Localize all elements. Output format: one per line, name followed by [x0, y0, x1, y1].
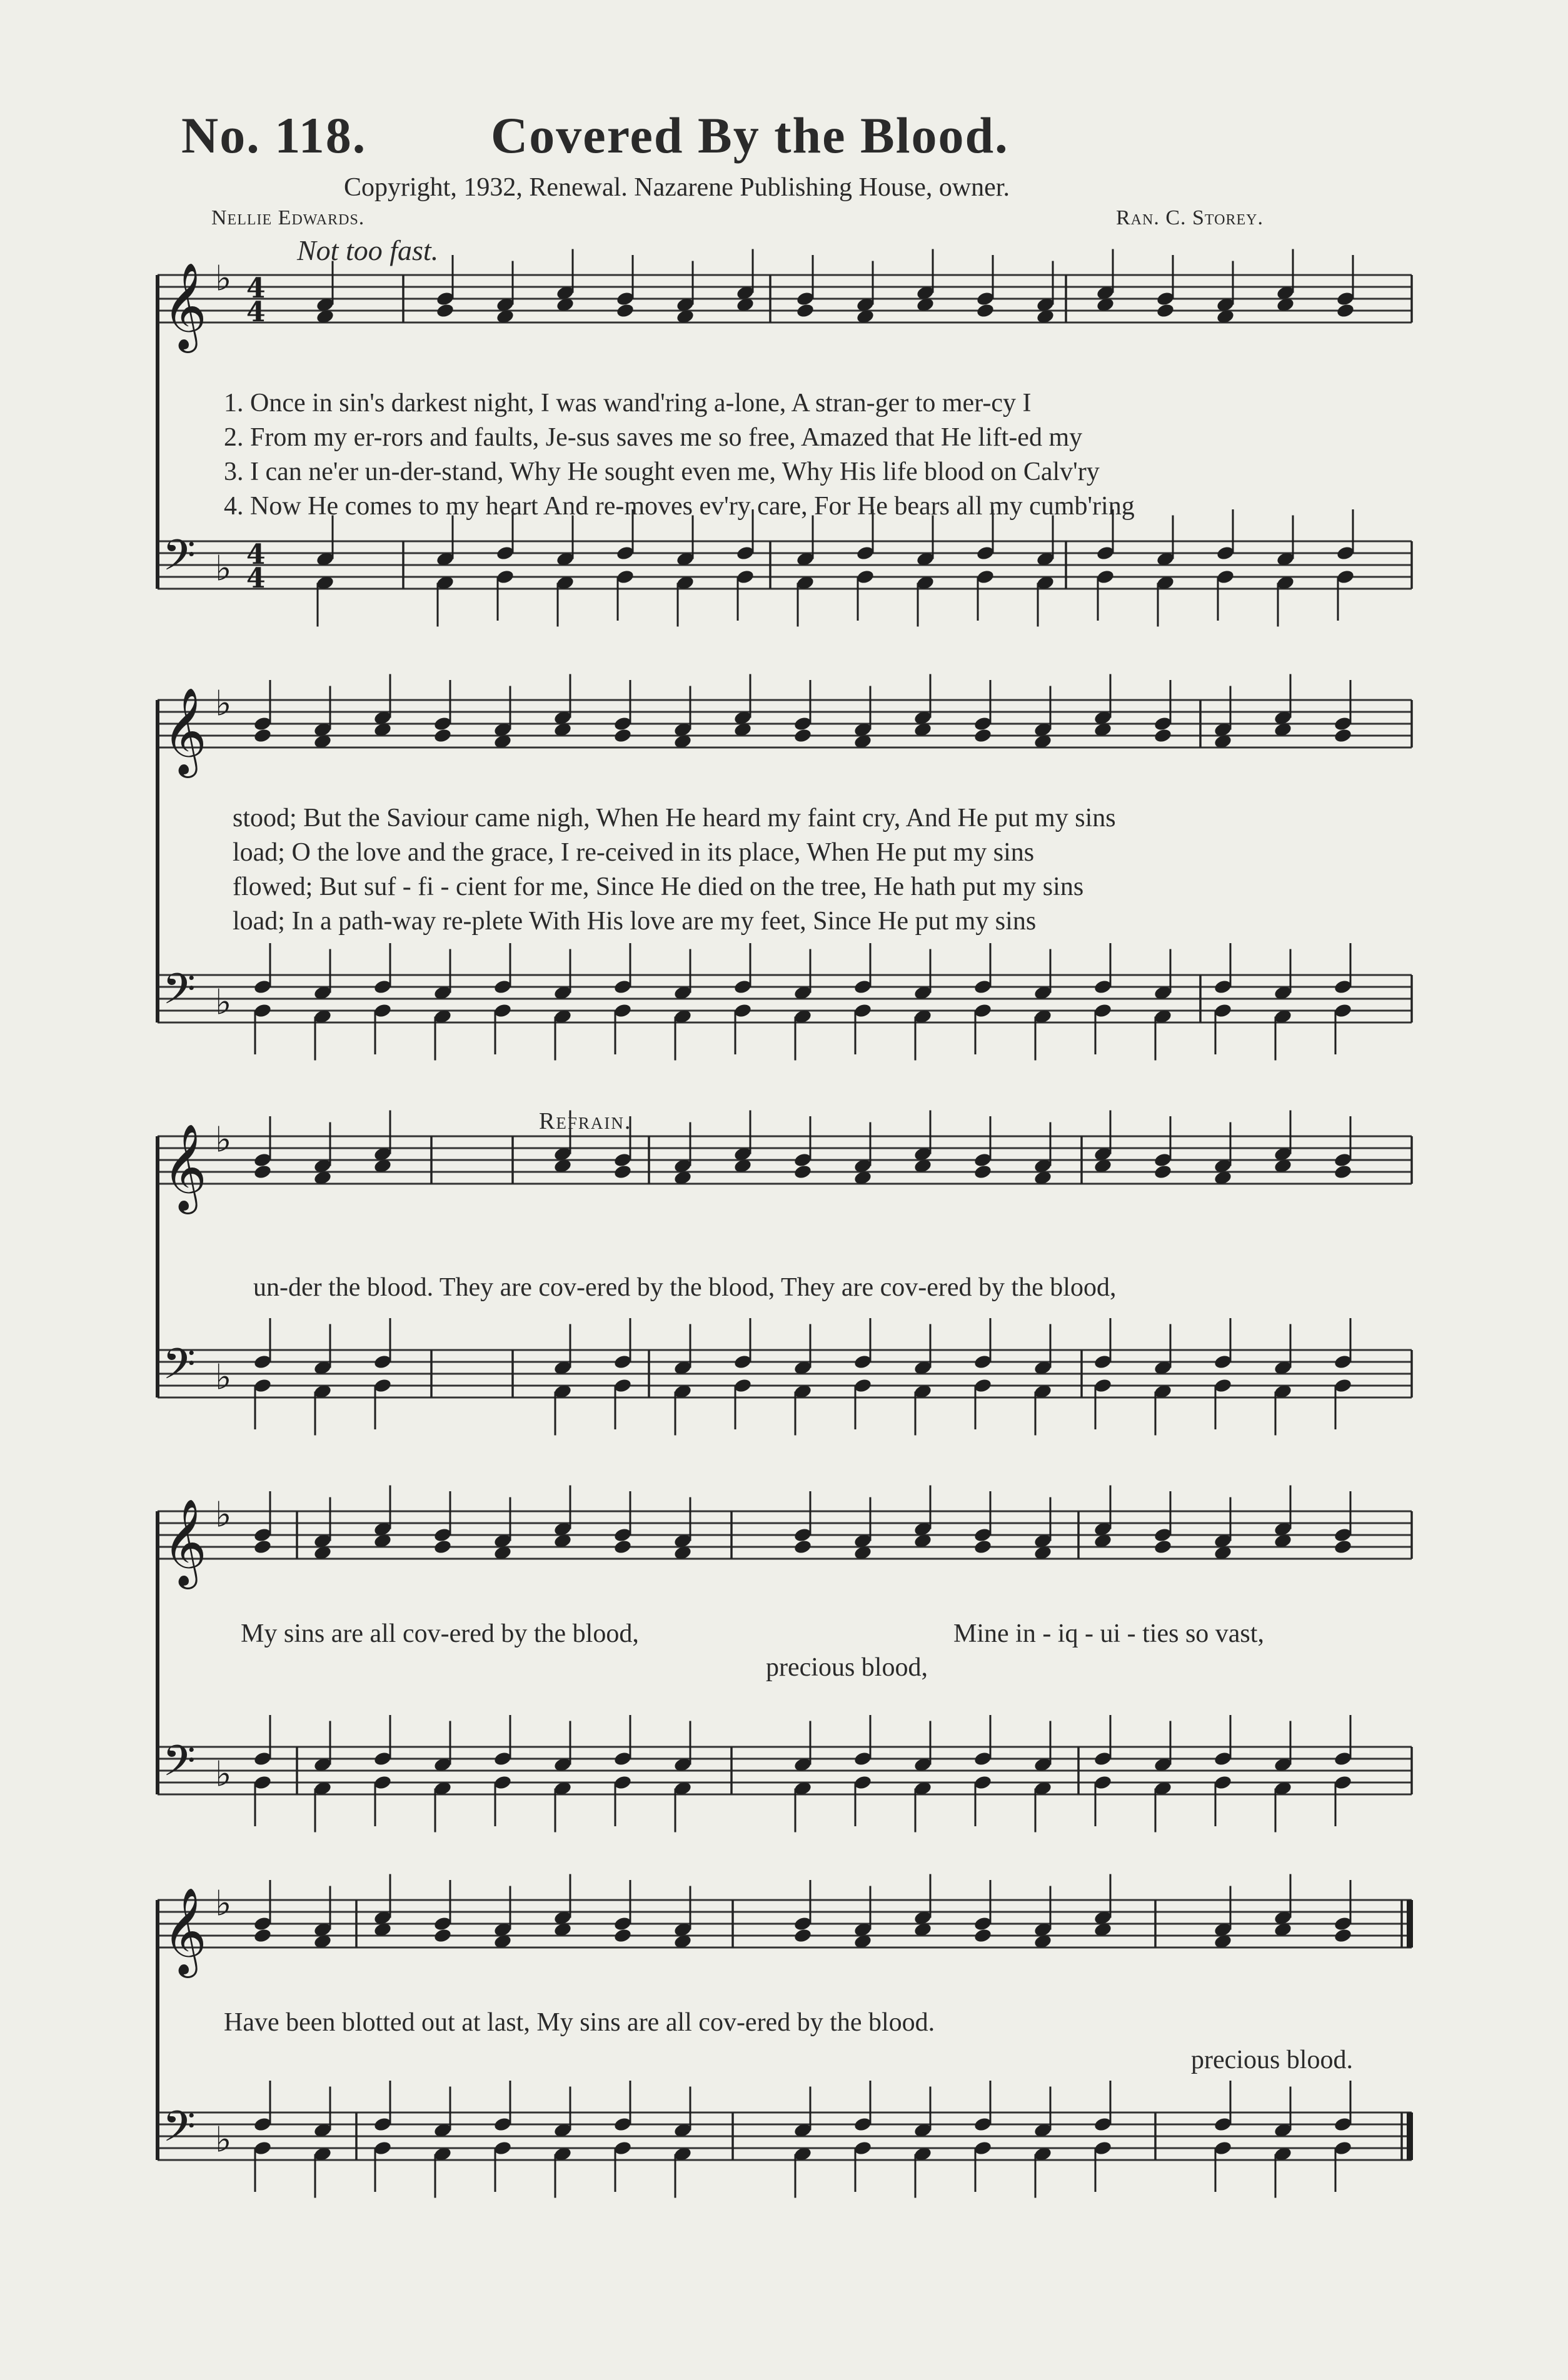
- time-signature-denominator: 4: [246, 296, 266, 328]
- time-signature-numerator: 4: [246, 272, 266, 304]
- final-barline-thick: [1407, 2112, 1413, 2160]
- key-signature-flat-icon: ♭: [215, 683, 232, 724]
- copyright-line: Copyright, 1932, Renewal. Nazarene Publishing House, owner.: [344, 173, 1010, 202]
- treble-note: [793, 1928, 813, 1944]
- treble-note: [793, 1164, 813, 1180]
- key-signature-flat-icon: ♭: [215, 1119, 232, 1161]
- treble-note: [1334, 1164, 1353, 1180]
- verse-4-line: load; In a path-way re-plete With His love are my feet, Since He put my sins: [233, 907, 1037, 936]
- treble-clef-icon: 𝄞: [163, 688, 207, 774]
- treble-note: [973, 728, 993, 744]
- tempo-marking: Not too fast.: [297, 234, 439, 266]
- treble-note: [793, 1539, 813, 1555]
- key-signature-flat-icon: ♭: [215, 258, 232, 299]
- refrain-echo-2: precious blood.: [1191, 2046, 1353, 2074]
- key-signature-flat-icon: ♭: [215, 1754, 232, 1795]
- bass-clef-icon: 𝄢: [163, 1340, 196, 1399]
- treble-note: [253, 1164, 273, 1180]
- verse-1-line: 1. Once in sin's darkest night, I was wand'ring a-lone, A stran-ger to mer-cy I: [224, 389, 1032, 418]
- key-signature-flat-icon: ♭: [215, 1883, 232, 1924]
- treble-note: [1153, 728, 1173, 744]
- treble-note: [976, 302, 995, 319]
- treble-note: [793, 728, 813, 744]
- key-signature-flat-icon: ♭: [215, 1494, 232, 1536]
- treble-note: [973, 1539, 993, 1555]
- bass-clef-icon: 𝄢: [163, 1737, 196, 1796]
- hymn-number: No. 118.: [181, 107, 367, 164]
- verse-3-line: flowed; But suf - fi - cient for me, Since He died on the tree, He hath put my sins: [233, 872, 1084, 901]
- refrain-line-1: un-der the blood. They are cov-ered by the blood, They are cov-ered by the blood,: [253, 1273, 1117, 1302]
- treble-note: [253, 1928, 273, 1944]
- verse-1-line: stood; But the Saviour came nigh, When He heard my faint cry, And He put my sins: [233, 804, 1116, 832]
- treble-note: [1334, 1539, 1353, 1555]
- verse-lyrics-part1: [224, 386, 1135, 524]
- treble-clef-icon: 𝄞: [163, 1124, 207, 1211]
- treble-note: [433, 1539, 453, 1555]
- bass-clef-icon: 𝄢: [163, 2102, 196, 2162]
- treble-note: [973, 1928, 993, 1944]
- key-signature-flat-icon: ♭: [215, 548, 232, 589]
- lyricist: Nellie Edwards.: [211, 206, 365, 229]
- treble-clef-icon: 𝄞: [163, 1888, 207, 1974]
- verse-3-line: 3. I can ne'er un-der-stand, Why He sought even me, Why His life blood on Calv'ry: [224, 458, 1100, 486]
- time-signature-numerator: 4: [246, 539, 266, 571]
- refrain-label: Refrain.: [539, 1108, 632, 1134]
- treble-note: [613, 1539, 633, 1555]
- treble-note: [1153, 1164, 1173, 1180]
- refrain-line-2-continued: Mine in - iq - ui - ties so vast,: [953, 1619, 1264, 1648]
- hymn-title: Covered By the Blood.: [491, 107, 1009, 164]
- treble-note: [1336, 302, 1355, 319]
- key-signature-flat-icon: ♭: [215, 982, 232, 1023]
- refrain-line-2: My sins are all cov-ered by the blood,: [241, 1619, 639, 1648]
- treble-note: [616, 302, 635, 319]
- treble-note: [1153, 1539, 1173, 1555]
- bass-clef-icon: 𝄢: [163, 965, 196, 1024]
- treble-note: [253, 1539, 273, 1555]
- treble-note: [253, 728, 273, 744]
- key-signature-flat-icon: ♭: [215, 2119, 232, 2161]
- key-signature-flat-icon: ♭: [215, 1357, 232, 1398]
- final-barline-thick: [1407, 1900, 1413, 1948]
- treble-note: [1334, 728, 1353, 744]
- treble-note: [613, 728, 633, 744]
- treble-note: [433, 728, 453, 744]
- verse-2-line: load; O the love and the grace, I re-ceived in its place, When He put my sins: [233, 838, 1035, 867]
- refrain-line-3: Have been blotted out at last, My sins are all cov-ered by the blood.: [224, 2008, 935, 2037]
- verse-2-line: 2. From my er-rors and faults, Je-sus saves me so free, Amazed that He lift-ed my: [224, 423, 1083, 452]
- verse-4-line: 4. Now He comes to my heart And re-moves ev'ry care, For He bears all my cumb'ring: [224, 492, 1135, 521]
- treble-note: [1334, 1928, 1353, 1944]
- composer: Ran. C. Storey.: [1116, 206, 1264, 229]
- verse-lyrics-part2: [233, 801, 1116, 939]
- treble-note: [613, 1928, 633, 1944]
- treble-note: [433, 1928, 453, 1944]
- treble-note: [796, 302, 815, 319]
- refrain-echo-1: precious blood,: [766, 1653, 928, 1682]
- treble-note: [973, 1164, 993, 1180]
- treble-clef-icon: 𝄞: [163, 262, 207, 349]
- treble-clef-icon: 𝄞: [163, 1499, 207, 1586]
- treble-note: [436, 302, 455, 319]
- bass-clef-icon: 𝄢: [163, 531, 196, 591]
- treble-note: [1156, 302, 1175, 319]
- treble-note: [613, 1164, 633, 1180]
- time-signature-denominator: 4: [246, 562, 266, 594]
